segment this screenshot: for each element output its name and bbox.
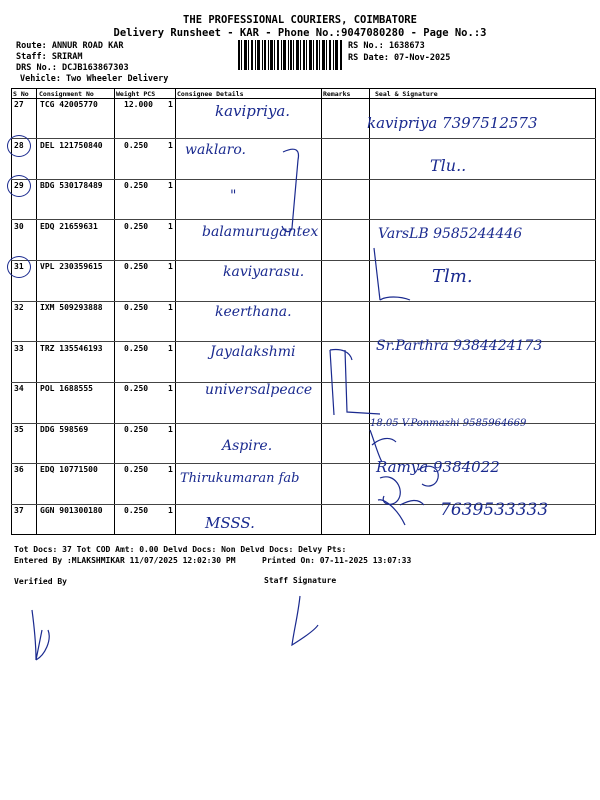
row-consignee-handwritten: Aspire.	[222, 438, 273, 454]
row-consignee-handwritten: kaviyarasu.	[223, 264, 305, 280]
row-seal-signature: kavipriya 7397512573	[367, 114, 538, 132]
row-weight: 0.250	[124, 424, 149, 434]
row-weight: 0.250	[124, 181, 149, 191]
row-pcs: 1	[168, 221, 173, 231]
row-weight: 0.250	[124, 465, 149, 475]
row-consignee-handwritten: waklaro.	[185, 142, 246, 158]
barcode	[238, 40, 342, 70]
row-consignee-handwritten: Jayalakshmi	[210, 344, 296, 360]
row-consignee-handwritten: "	[230, 188, 237, 204]
row-sno: 36	[14, 465, 24, 475]
row-sno-circle	[7, 135, 31, 157]
row-consignment-no: EDQ 10771500	[40, 465, 98, 475]
row-sno: 37	[14, 506, 24, 515]
totals-line: Tot Docs: 37 Tot COD Amt: 0.00 Delvd Docs: Non Delvd Docs: Delvy Pts:	[14, 545, 347, 554]
row-sno: 31	[14, 262, 24, 272]
col-seal-header: Seal & Signature	[375, 90, 438, 98]
company-title: THE PROFESSIONAL COURIERS, COIMBATORE	[183, 14, 417, 26]
vehicle-label: Vehicle: Two Wheeler Delivery	[20, 74, 169, 84]
col-sno-header: S No	[13, 90, 29, 98]
row-weight: 0.250	[124, 140, 149, 150]
row-seal-signature: 7639533333	[440, 500, 549, 520]
row-sno: 33	[14, 343, 24, 353]
rs-date: RS Date: 07-Nov-2025	[348, 53, 451, 63]
verified-by-label: Verified By	[14, 577, 67, 586]
row-weight: 0.250	[124, 262, 149, 272]
row-pcs: 1	[168, 506, 173, 515]
rs-number: RS No.: 1638673	[348, 41, 425, 51]
row-seal-signature: Tlu..	[430, 156, 467, 175]
drs-number: DRS No.: DCJB163867303	[16, 63, 129, 73]
col-consignment-header: Consignment No	[39, 90, 94, 98]
row-pcs: 1	[168, 424, 173, 434]
row-weight: 0.250	[124, 221, 149, 231]
row-pcs: 1	[168, 140, 173, 150]
row-weight: 0.250	[124, 384, 149, 394]
printed-on: Printed On: 07-11-2025 13:07:33	[262, 556, 412, 565]
row-pcs: 1	[168, 181, 173, 191]
row-consignment-no: TRZ 135546193	[40, 343, 103, 353]
staff-signature-label: Staff Signature	[264, 576, 337, 585]
row-consignment-no: GGN 901300180	[40, 506, 103, 515]
entered-by: Entered By :MLAKSHMIKAR 11/07/2025 12:02:30 PM	[14, 556, 236, 565]
col-weight-header: Weight PCS	[116, 90, 156, 98]
row-sno: 30	[14, 221, 24, 231]
row-pcs: 1	[168, 303, 173, 312]
row-consignee-handwritten: MSSS.	[205, 514, 255, 532]
row-weight: 0.250	[124, 506, 149, 515]
row-consignee-handwritten: balamurugantex	[202, 224, 319, 240]
row-weight: 0.250	[124, 303, 149, 312]
row-consignment-no: VPL 230359615	[40, 262, 103, 272]
row-pcs: 1	[168, 100, 173, 109]
row-consignment-no: TCG 42005770	[40, 100, 98, 109]
row-weight: 0.250	[124, 343, 149, 353]
row-sno: 35	[14, 424, 24, 434]
col-remarks-header: Remarks	[323, 90, 351, 98]
staff-label: Staff: SRIRAM	[16, 52, 83, 62]
route-label: Route: ANNUR ROAD KAR	[16, 41, 124, 51]
row-pcs: 1	[168, 343, 173, 353]
row-consignment-no: EDQ 21659631	[40, 221, 98, 231]
row-seal-signature: Sr.Parthra 9384424173	[376, 338, 543, 354]
row-seal-signature: Ramya 9384022	[376, 458, 500, 476]
row-weight: 12.000	[124, 100, 153, 109]
row-consignee-handwritten: kavipriya.	[215, 102, 291, 120]
row-sno: 32	[14, 303, 24, 312]
row-pcs: 1	[168, 384, 173, 394]
row-consignment-no: POL 1688555	[40, 384, 93, 394]
row-seal-signature: VarsLB 9585244446	[378, 226, 523, 242]
row-pcs: 1	[168, 465, 173, 475]
row-consignment-no: IXM 509293888	[40, 303, 103, 312]
runsheet-subtitle: Delivery Runsheet - KAR - Phone No.:9047080280 - Page No.:3	[113, 27, 487, 39]
row-consignment-no: DEL 121750840	[40, 140, 103, 150]
row-consignment-no: BDG 530178489	[40, 181, 103, 191]
row-sno: 27	[14, 100, 24, 109]
row-pcs: 1	[168, 262, 173, 272]
row-sno: 34	[14, 384, 24, 394]
row-seal-signature: 18.05 V.Ponmazhi 9585964669	[370, 418, 527, 429]
row-consignee-handwritten: keerthana.	[215, 304, 292, 320]
row-seal-signature: Tlm.	[432, 266, 473, 287]
row-sno: 29	[14, 181, 24, 191]
row-consignee-handwritten: universalpeace	[205, 382, 313, 398]
row-consignee-handwritten: Thirukumaran fab	[180, 471, 300, 486]
row-sno: 28	[14, 140, 24, 150]
col-consignee-header: Consignee Details	[177, 90, 244, 98]
row-consignment-no: DDG 598569	[40, 424, 89, 434]
